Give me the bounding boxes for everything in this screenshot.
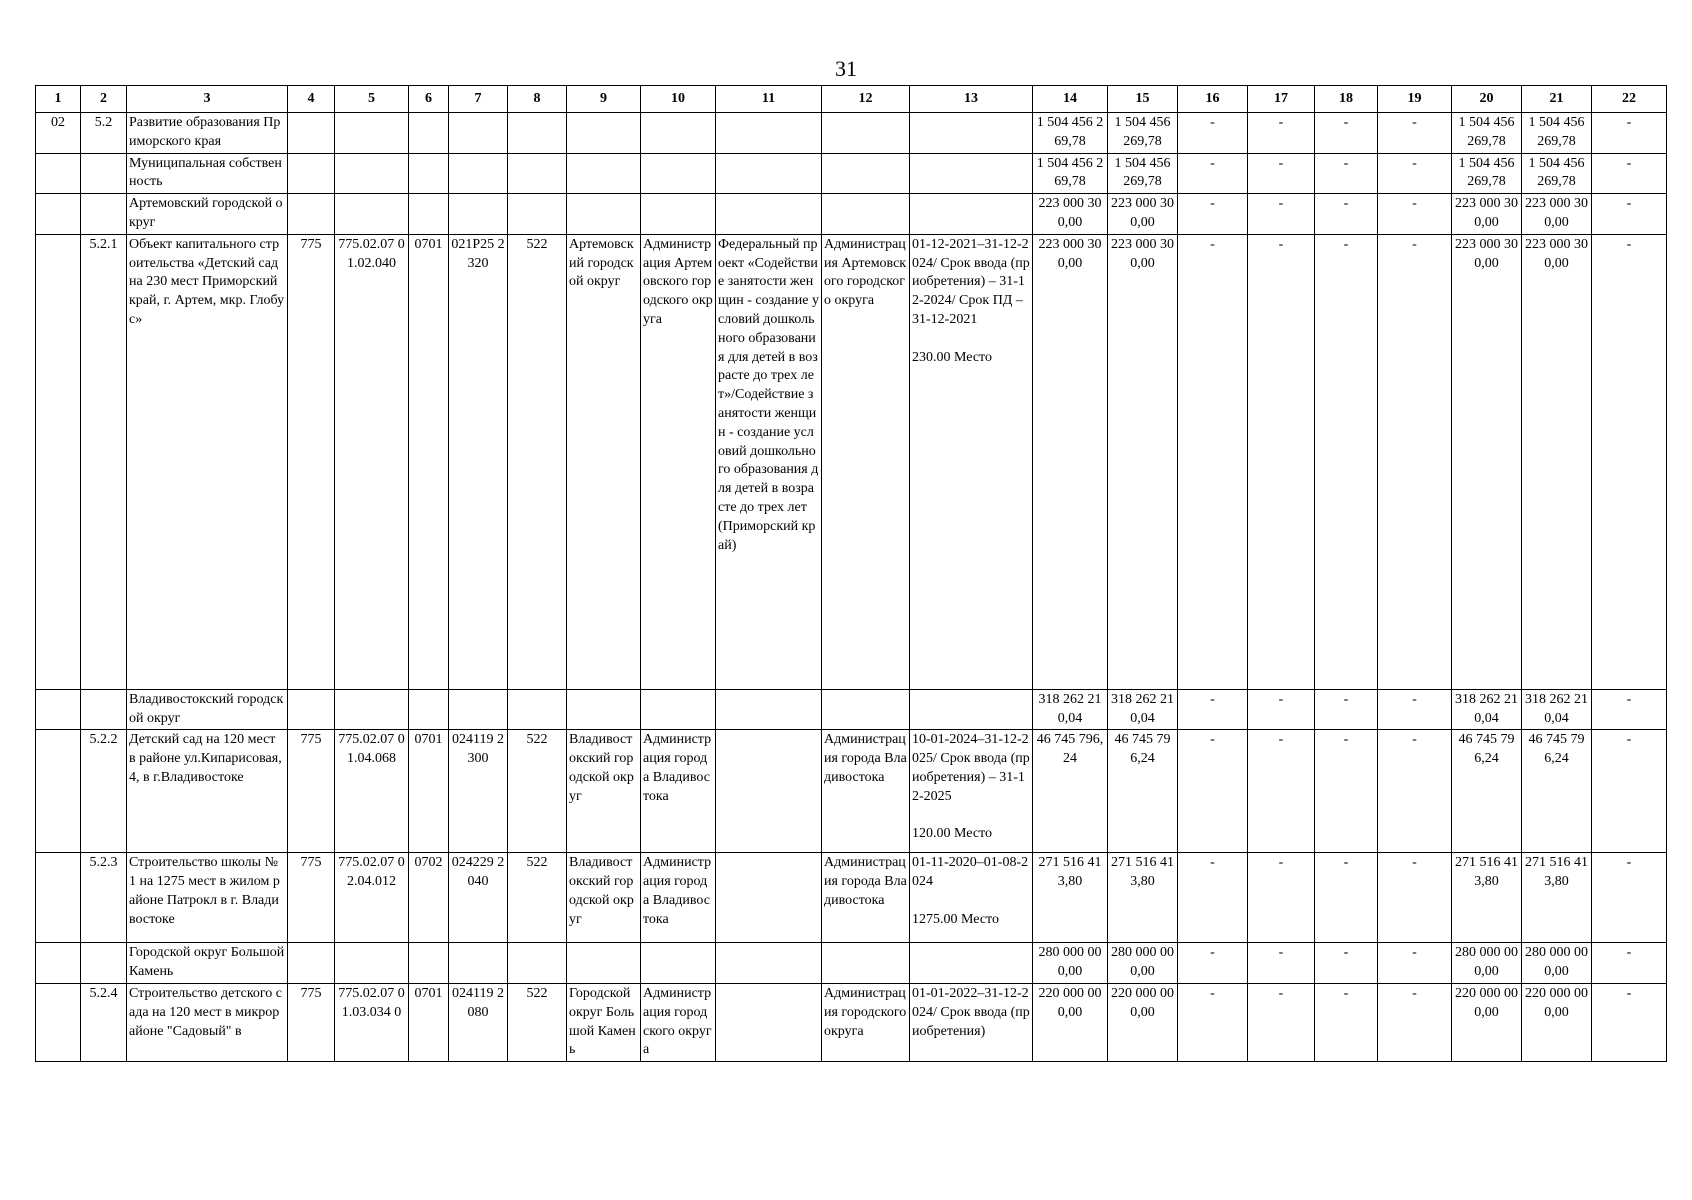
- table-cell: [508, 194, 567, 235]
- column-header: 7: [449, 86, 508, 113]
- table-cell: -: [1378, 730, 1452, 853]
- column-header: 18: [1315, 86, 1378, 113]
- table-cell: 280 000 000,00: [1033, 943, 1108, 984]
- table-cell: [567, 153, 641, 194]
- table-cell: [288, 113, 335, 154]
- table-cell: [716, 153, 822, 194]
- table-cell: 01-11-2020–01-08-2024 1275.00 Место: [910, 853, 1033, 943]
- table-cell: 1 504 456 269,78: [1033, 113, 1108, 154]
- table-cell: [910, 153, 1033, 194]
- table-cell: 46 745 796,24: [1033, 730, 1108, 853]
- table-cell: -: [1315, 153, 1378, 194]
- table-cell: -: [1315, 943, 1378, 984]
- table-cell: Владивостокский городской округ: [567, 730, 641, 853]
- table-cell: 0701: [409, 234, 449, 689]
- table-cell: -: [1178, 234, 1248, 689]
- table-cell: 01-01-2022–31-12-2024/ Срок ввода (приобретения): [910, 983, 1033, 1061]
- table-cell: 775.02.07 02.04.012: [335, 853, 409, 943]
- table-cell: [335, 153, 409, 194]
- column-header: 17: [1248, 86, 1315, 113]
- table-cell: Администрация города Владивостока: [641, 730, 716, 853]
- table-cell: 223 000 300,00: [1033, 234, 1108, 689]
- table-cell: [716, 943, 822, 984]
- table-cell: [81, 153, 127, 194]
- table-cell: -: [1248, 853, 1315, 943]
- column-header: 14: [1033, 86, 1108, 113]
- table-cell: [910, 689, 1033, 730]
- table-row: [36, 689, 1667, 730]
- table-cell: -: [1315, 730, 1378, 853]
- table-cell: [716, 983, 822, 1061]
- table-cell: 5.2.1: [81, 234, 127, 689]
- table-cell: [822, 113, 910, 154]
- table-cell: [822, 689, 910, 730]
- table-cell: [288, 194, 335, 235]
- table-cell: -: [1378, 234, 1452, 689]
- table-row: [36, 153, 1667, 194]
- table-cell: -: [1378, 689, 1452, 730]
- table-cell: [288, 689, 335, 730]
- column-header: 6: [409, 86, 449, 113]
- table-cell: Муниципальная собственность: [127, 153, 288, 194]
- table-row: [36, 983, 1667, 1061]
- table-cell: 223 000 300,00: [1452, 234, 1522, 689]
- table-cell: -: [1378, 943, 1452, 984]
- table-cell: 1 504 456 269,78: [1108, 113, 1178, 154]
- table-cell: 024119 2080: [449, 983, 508, 1061]
- table-cell: -: [1315, 234, 1378, 689]
- table-cell: 775: [288, 983, 335, 1061]
- table-cell: [822, 943, 910, 984]
- table-cell: 775.02.07 01.02.040: [335, 234, 409, 689]
- table-cell: Городской округ Большой Камень: [127, 943, 288, 984]
- table-cell: Развитие образования Приморского края: [127, 113, 288, 154]
- table-cell: [567, 113, 641, 154]
- column-header: 9: [567, 86, 641, 113]
- table-row: [36, 943, 1667, 984]
- table-cell: 522: [508, 853, 567, 943]
- table-cell: Федеральный проект «Содействие занятости женщин - создание условий дошкольного образования для детей в возрасте до трех лет»/Содействие занятости женщин - создание условий дошкольного образования для детей в возрасте до трех лет (Приморский край): [716, 234, 822, 689]
- table-cell: -: [1378, 113, 1452, 154]
- table-cell: 024229 2040: [449, 853, 508, 943]
- table-cell: 0702: [409, 853, 449, 943]
- table-cell: 1 504 456 269,78: [1452, 153, 1522, 194]
- table-cell: 318 262 210,04: [1522, 689, 1592, 730]
- page-number: 31: [835, 56, 857, 81]
- table-cell: -: [1178, 153, 1248, 194]
- table-cell: 024119 2300: [449, 730, 508, 853]
- table-cell: 223 000 300,00: [1108, 194, 1178, 235]
- table-cell: [716, 853, 822, 943]
- table-cell: -: [1592, 689, 1667, 730]
- table-cell: -: [1178, 853, 1248, 943]
- table-cell: [36, 194, 81, 235]
- table-row: [36, 194, 1667, 235]
- table-cell: 271 516 413,80: [1108, 853, 1178, 943]
- table-cell: [641, 943, 716, 984]
- table-cell: 522: [508, 730, 567, 853]
- budget-table: [35, 85, 1667, 1062]
- table-cell: [822, 153, 910, 194]
- table-cell: -: [1248, 730, 1315, 853]
- table-cell: -: [1248, 113, 1315, 154]
- column-header: 1: [36, 86, 81, 113]
- column-header: 3: [127, 86, 288, 113]
- table-cell: -: [1378, 153, 1452, 194]
- table-cell: 220 000 000,00: [1452, 983, 1522, 1061]
- table-cell: [822, 194, 910, 235]
- table-cell: 775.02.07 01.03.034 0: [335, 983, 409, 1061]
- table-cell: [36, 730, 81, 853]
- table-cell: Администрация Артемовского городского округа: [641, 234, 716, 689]
- table-cell: [36, 234, 81, 689]
- table-cell: [409, 194, 449, 235]
- table-cell: -: [1592, 153, 1667, 194]
- table-cell: 775: [288, 853, 335, 943]
- table-cell: [36, 153, 81, 194]
- table-cell: -: [1592, 730, 1667, 853]
- table-cell: -: [1248, 689, 1315, 730]
- table-cell: Владивостокский городской округ: [567, 853, 641, 943]
- table-cell: -: [1315, 194, 1378, 235]
- column-header: 5: [335, 86, 409, 113]
- table-cell: [508, 689, 567, 730]
- table-cell: -: [1592, 983, 1667, 1061]
- table-cell: 1 504 456 269,78: [1108, 153, 1178, 194]
- table-cell: [716, 194, 822, 235]
- table-cell: -: [1378, 853, 1452, 943]
- table-cell: -: [1592, 194, 1667, 235]
- table-cell: 220 000 000,00: [1108, 983, 1178, 1061]
- table-cell: 220 000 000,00: [1033, 983, 1108, 1061]
- table-cell: Администрация города Владивостока: [822, 853, 910, 943]
- table-row: [36, 234, 1667, 689]
- table-cell: 280 000 000,00: [1452, 943, 1522, 984]
- table-cell: -: [1248, 153, 1315, 194]
- table-row: [36, 853, 1667, 943]
- table-cell: [567, 194, 641, 235]
- table-cell: [409, 113, 449, 154]
- table-cell: [81, 943, 127, 984]
- table-cell: -: [1248, 943, 1315, 984]
- table-cell: Детский сад на 120 мест в районе ул.Кипарисовая, 4, в г.Владивостоке: [127, 730, 288, 853]
- table-cell: 0701: [409, 983, 449, 1061]
- table-cell: -: [1178, 983, 1248, 1061]
- table-cell: 46 745 796,24: [1452, 730, 1522, 853]
- table-cell: [81, 194, 127, 235]
- table-cell: [716, 113, 822, 154]
- table-cell: -: [1315, 689, 1378, 730]
- table-cell: [335, 194, 409, 235]
- table-cell: [641, 194, 716, 235]
- table-cell: [716, 689, 822, 730]
- column-header: 16: [1178, 86, 1248, 113]
- table-cell: [910, 943, 1033, 984]
- table-cell: 318 262 210,04: [1452, 689, 1522, 730]
- table-cell: [81, 689, 127, 730]
- table-cell: 522: [508, 983, 567, 1061]
- column-header: 11: [716, 86, 822, 113]
- table-cell: 775: [288, 730, 335, 853]
- table-cell: [449, 153, 508, 194]
- table-cell: -: [1178, 689, 1248, 730]
- table-cell: 271 516 413,80: [1033, 853, 1108, 943]
- table-cell: -: [1378, 194, 1452, 235]
- column-header: 20: [1452, 86, 1522, 113]
- table-cell: 220 000 000,00: [1522, 983, 1592, 1061]
- table-cell: Объект капитального строительства «Детский сад на 230 мест Приморский край, г. Артем, мкр. Глобус»: [127, 234, 288, 689]
- table-cell: -: [1178, 194, 1248, 235]
- table-cell: [641, 113, 716, 154]
- table-cell: 223 000 300,00: [1522, 194, 1592, 235]
- column-header: 4: [288, 86, 335, 113]
- table-cell: 46 745 796,24: [1522, 730, 1592, 853]
- table-cell: [288, 943, 335, 984]
- table-cell: [508, 943, 567, 984]
- table-cell: -: [1592, 113, 1667, 154]
- table-cell: 318 262 210,04: [1108, 689, 1178, 730]
- table-cell: 223 000 300,00: [1108, 234, 1178, 689]
- table-cell: Артемовский городской округ: [567, 234, 641, 689]
- table-cell: 02: [36, 113, 81, 154]
- column-header: 22: [1592, 86, 1667, 113]
- table-cell: [449, 689, 508, 730]
- table-cell: [567, 943, 641, 984]
- table-cell: [409, 153, 449, 194]
- table-cell: 10-01-2024–31-12-2025/ Срок ввода (приобретения) – 31-12-2025 120.00 Место: [910, 730, 1033, 853]
- table-cell: Администрация городского округа: [822, 983, 910, 1061]
- table-cell: 318 262 210,04: [1033, 689, 1108, 730]
- table-cell: Городской округ Большой Камень: [567, 983, 641, 1061]
- table-cell: [910, 113, 1033, 154]
- table-cell: Администрация города Владивостока: [641, 853, 716, 943]
- table-cell: 775.02.07 01.04.068: [335, 730, 409, 853]
- table-cell: Артемовский городской округ: [127, 194, 288, 235]
- table-cell: -: [1178, 730, 1248, 853]
- column-header: 8: [508, 86, 567, 113]
- table-cell: -: [1178, 113, 1248, 154]
- table-cell: 223 000 300,00: [1522, 234, 1592, 689]
- table-cell: [567, 689, 641, 730]
- table-cell: [36, 983, 81, 1061]
- table-cell: -: [1248, 194, 1315, 235]
- table-cell: 271 516 413,80: [1522, 853, 1592, 943]
- table-cell: Администрация городского округа: [641, 983, 716, 1061]
- table-cell: -: [1592, 234, 1667, 689]
- table-row: [36, 113, 1667, 154]
- table-cell: [716, 730, 822, 853]
- table-cell: -: [1315, 853, 1378, 943]
- table-cell: 1 504 456 269,78: [1033, 153, 1108, 194]
- table-cell: Администрация Артемовского городского округа: [822, 234, 910, 689]
- header-row: [36, 86, 1667, 113]
- table-cell: [409, 943, 449, 984]
- table-cell: [335, 113, 409, 154]
- table-cell: 271 516 413,80: [1452, 853, 1522, 943]
- table-cell: -: [1592, 853, 1667, 943]
- table-cell: [36, 853, 81, 943]
- table-cell: 5.2.4: [81, 983, 127, 1061]
- table-cell: [335, 943, 409, 984]
- table-cell: 5.2.3: [81, 853, 127, 943]
- table-cell: [36, 943, 81, 984]
- table-cell: 1 504 456 269,78: [1522, 113, 1592, 154]
- table-cell: [335, 689, 409, 730]
- column-header: 13: [910, 86, 1033, 113]
- table-cell: -: [1378, 983, 1452, 1061]
- table-cell: 5.2: [81, 113, 127, 154]
- table-cell: -: [1315, 983, 1378, 1061]
- table-cell: [288, 153, 335, 194]
- column-header: 10: [641, 86, 716, 113]
- table-cell: 280 000 000,00: [1108, 943, 1178, 984]
- table-cell: 775: [288, 234, 335, 689]
- table-cell: -: [1248, 234, 1315, 689]
- table-cell: 1 504 456 269,78: [1522, 153, 1592, 194]
- table-cell: Владивостокский городской округ: [127, 689, 288, 730]
- column-header: 12: [822, 86, 910, 113]
- table-cell: Строительство детского сада на 120 мест в микрорайоне "Садовый" в: [127, 983, 288, 1061]
- table-cell: 522: [508, 234, 567, 689]
- table-cell: [449, 194, 508, 235]
- table-cell: [449, 113, 508, 154]
- table-cell: [449, 943, 508, 984]
- table-cell: [36, 689, 81, 730]
- table-cell: 0701: [409, 730, 449, 853]
- table-cell: 5.2.2: [81, 730, 127, 853]
- table-cell: -: [1178, 943, 1248, 984]
- table-cell: 223 000 300,00: [1033, 194, 1108, 235]
- table-cell: -: [1315, 113, 1378, 154]
- table-cell: 223 000 300,00: [1452, 194, 1522, 235]
- table-cell: [508, 113, 567, 154]
- table-cell: [641, 689, 716, 730]
- column-header: 21: [1522, 86, 1592, 113]
- table-cell: Администрация города Владивостока: [822, 730, 910, 853]
- table-cell: 1 504 456 269,78: [1452, 113, 1522, 154]
- column-header: 15: [1108, 86, 1178, 113]
- table-cell: 01-12-2021–31-12-2024/ Срок ввода (приобретения) – 31-12-2024/ Срок ПД – 31-12-2021 230.00 Место: [910, 234, 1033, 689]
- table-cell: [508, 153, 567, 194]
- table-cell: -: [1592, 943, 1667, 984]
- column-header: 2: [81, 86, 127, 113]
- table-cell: [641, 153, 716, 194]
- table-cell: [910, 194, 1033, 235]
- table-cell: 46 745 796,24: [1108, 730, 1178, 853]
- table-cell: 280 000 000,00: [1522, 943, 1592, 984]
- table-row: [36, 730, 1667, 853]
- table-cell: -: [1248, 983, 1315, 1061]
- table-cell: [409, 689, 449, 730]
- table-cell: 021P25 2320: [449, 234, 508, 689]
- table-cell: Строительство школы № 1 на 1275 мест в жилом районе Патрокл в г. Владивостоке: [127, 853, 288, 943]
- column-header: 19: [1378, 86, 1452, 113]
